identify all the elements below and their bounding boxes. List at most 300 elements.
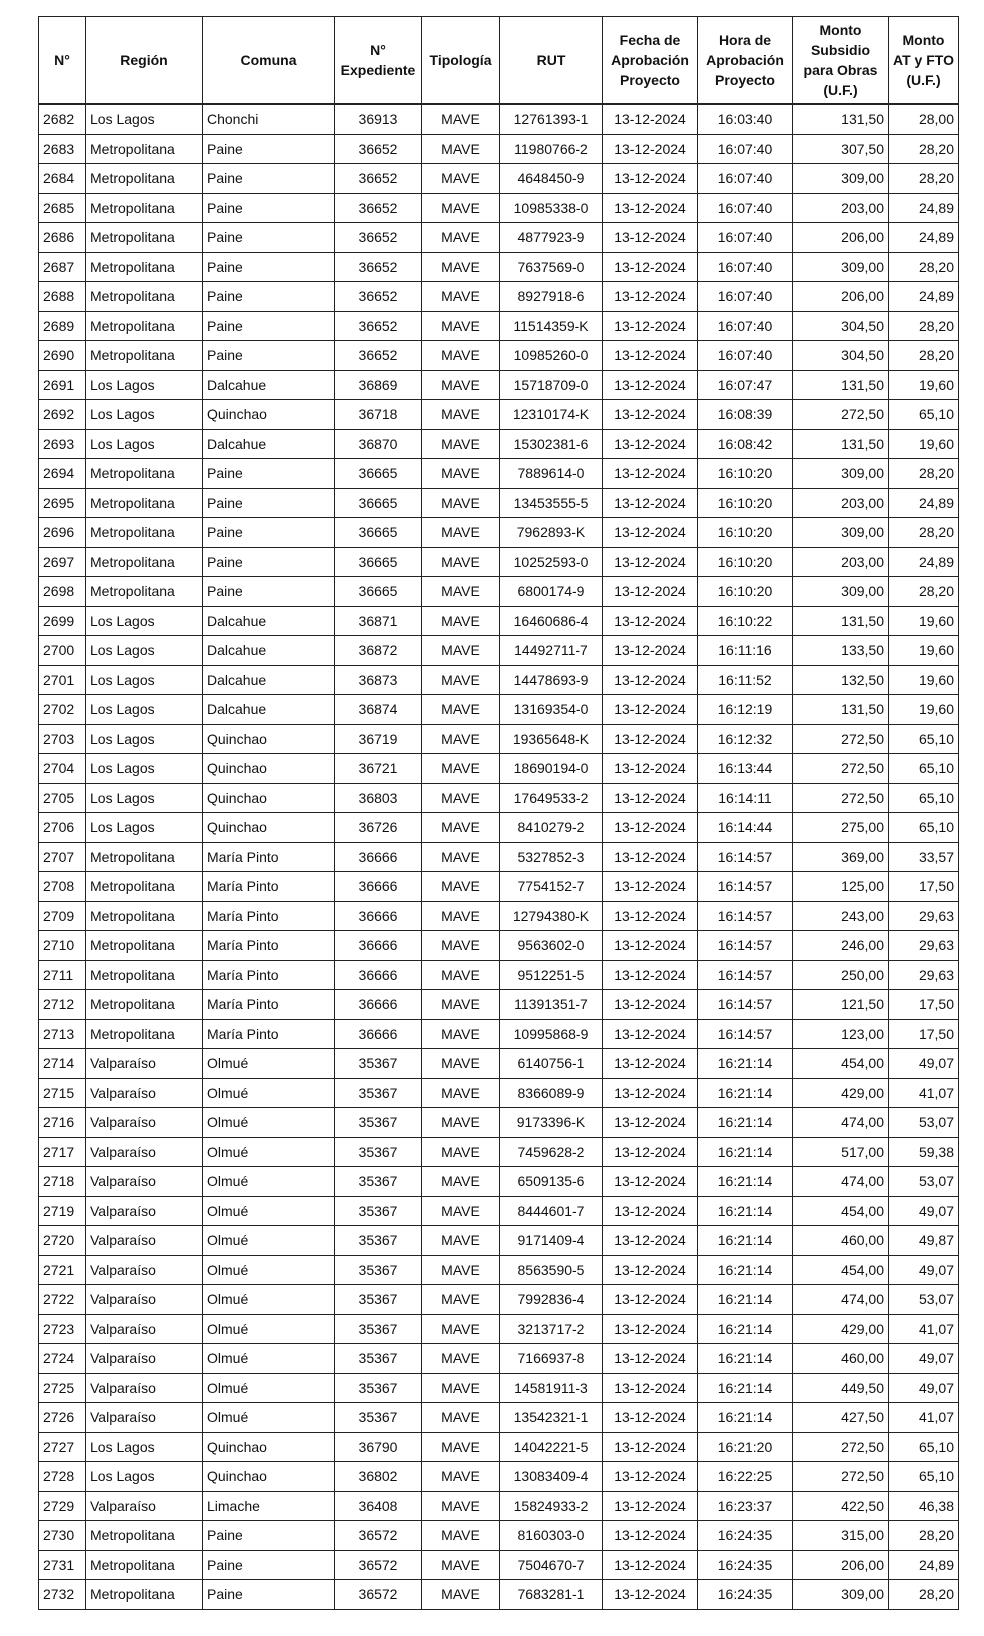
cell-comuna: Limache: [203, 1491, 335, 1521]
cell-region: Metropolitana: [86, 931, 203, 961]
cell-expediente: 36652: [335, 223, 422, 253]
cell-hora: 16:07:47: [698, 370, 793, 400]
cell-monto-obras: 309,00: [793, 518, 889, 548]
header-col-monto-at: Monto AT y FTO (U.F.): [889, 17, 959, 105]
cell-rut: 4877923-9: [500, 223, 603, 253]
cell-monto-obras: 309,00: [793, 252, 889, 282]
cell-monto-at: 49,07: [889, 1373, 959, 1403]
cell-region: Los Lagos: [86, 104, 203, 134]
cell-hora: 16:21:14: [698, 1403, 793, 1433]
cell-expediente: 35367: [335, 1403, 422, 1433]
cell-comuna: Dalcahue: [203, 370, 335, 400]
cell-monto-at: 28,20: [889, 577, 959, 607]
cell-number: 2721: [39, 1255, 86, 1285]
cell-region: Valparaíso: [86, 1137, 203, 1167]
cell-tipologia: MAVE: [422, 1373, 500, 1403]
cell-number: 2697: [39, 547, 86, 577]
cell-tipologia: MAVE: [422, 1255, 500, 1285]
cell-comuna: Olmué: [203, 1344, 335, 1374]
cell-rut: 3213717-2: [500, 1314, 603, 1344]
header-col-tipologia: Tipología: [422, 17, 500, 105]
cell-monto-obras: 243,00: [793, 901, 889, 931]
cell-expediente: 36872: [335, 636, 422, 666]
cell-rut: 7992836-4: [500, 1285, 603, 1315]
cell-expediente: 36874: [335, 695, 422, 725]
table-row: [39, 724, 959, 754]
cell-rut: 7637569-0: [500, 252, 603, 282]
table-row: [39, 1432, 959, 1462]
cell-fecha: 13-12-2024: [603, 695, 698, 725]
cell-rut: 15302381-6: [500, 429, 603, 459]
cell-tipologia: MAVE: [422, 252, 500, 282]
cell-hora: 16:07:40: [698, 164, 793, 194]
cell-hora: 16:21:14: [698, 1285, 793, 1315]
table-row: [39, 223, 959, 253]
cell-tipologia: MAVE: [422, 104, 500, 134]
cell-rut: 9173396-K: [500, 1108, 603, 1138]
cell-hora: 16:21:14: [698, 1226, 793, 1256]
cell-tipologia: MAVE: [422, 665, 500, 695]
header-col-rut: RUT: [500, 17, 603, 105]
cell-number: 2713: [39, 1019, 86, 1049]
cell-monto-obras: 422,50: [793, 1491, 889, 1521]
table-row: [39, 311, 959, 341]
cell-number: 2720: [39, 1226, 86, 1256]
cell-fecha: 13-12-2024: [603, 164, 698, 194]
cell-hora: 16:24:35: [698, 1550, 793, 1580]
cell-expediente: 36665: [335, 547, 422, 577]
cell-number: 2725: [39, 1373, 86, 1403]
header-col-number: N°: [39, 17, 86, 105]
cell-region: Valparaíso: [86, 1226, 203, 1256]
cell-region: Valparaíso: [86, 1403, 203, 1433]
table-row: [39, 518, 959, 548]
cell-monto-obras: 454,00: [793, 1196, 889, 1226]
cell-comuna: Chonchi: [203, 104, 335, 134]
cell-region: Valparaíso: [86, 1108, 203, 1138]
cell-region: Los Lagos: [86, 400, 203, 430]
cell-rut: 7459628-2: [500, 1137, 603, 1167]
cell-monto-at: 24,89: [889, 193, 959, 223]
cell-monto-obras: 309,00: [793, 164, 889, 194]
cell-rut: 10995868-9: [500, 1019, 603, 1049]
cell-fecha: 13-12-2024: [603, 606, 698, 636]
cell-monto-at: 19,60: [889, 665, 959, 695]
cell-monto-at: 29,63: [889, 931, 959, 961]
cell-fecha: 13-12-2024: [603, 1521, 698, 1551]
cell-monto-obras: 454,00: [793, 1255, 889, 1285]
cell-fecha: 13-12-2024: [603, 636, 698, 666]
cell-rut: 11391351-7: [500, 990, 603, 1020]
cell-rut: 7754152-7: [500, 872, 603, 902]
table-row: [39, 1580, 959, 1610]
cell-expediente: 36803: [335, 783, 422, 813]
cell-monto-obras: 272,50: [793, 1432, 889, 1462]
cell-fecha: 13-12-2024: [603, 1226, 698, 1256]
cell-monto-obras: 460,00: [793, 1226, 889, 1256]
cell-monto-obras: 369,00: [793, 842, 889, 872]
cell-hora: 16:21:14: [698, 1255, 793, 1285]
cell-tipologia: MAVE: [422, 1403, 500, 1433]
cell-monto-at: 19,60: [889, 606, 959, 636]
cell-comuna: Paine: [203, 223, 335, 253]
cell-region: Metropolitana: [86, 252, 203, 282]
cell-region: Metropolitana: [86, 547, 203, 577]
table-row: [39, 1019, 959, 1049]
cell-expediente: 36790: [335, 1432, 422, 1462]
cell-comuna: Paine: [203, 1550, 335, 1580]
cell-number: 2715: [39, 1078, 86, 1108]
cell-monto-obras: 131,50: [793, 429, 889, 459]
cell-comuna: Olmué: [203, 1196, 335, 1226]
cell-expediente: 36408: [335, 1491, 422, 1521]
cell-rut: 13083409-4: [500, 1462, 603, 1492]
cell-tipologia: MAVE: [422, 990, 500, 1020]
cell-hora: 16:07:40: [698, 341, 793, 371]
cell-hora: 16:21:14: [698, 1373, 793, 1403]
cell-monto-obras: 304,50: [793, 311, 889, 341]
cell-expediente: 36726: [335, 813, 422, 843]
cell-expediente: 36721: [335, 754, 422, 784]
cell-monto-obras: 272,50: [793, 1462, 889, 1492]
table-row: [39, 1137, 959, 1167]
cell-tipologia: MAVE: [422, 1019, 500, 1049]
table-row: [39, 370, 959, 400]
cell-hora: 16:07:40: [698, 311, 793, 341]
cell-number: 2694: [39, 459, 86, 489]
cell-region: Metropolitana: [86, 282, 203, 312]
cell-region: Metropolitana: [86, 1580, 203, 1610]
cell-tipologia: MAVE: [422, 429, 500, 459]
cell-monto-obras: 517,00: [793, 1137, 889, 1167]
cell-monto-at: 28,20: [889, 1521, 959, 1551]
cell-monto-at: 28,20: [889, 459, 959, 489]
cell-hora: 16:10:20: [698, 488, 793, 518]
cell-monto-at: 29,63: [889, 960, 959, 990]
cell-tipologia: MAVE: [422, 164, 500, 194]
cell-monto-obras: 131,50: [793, 370, 889, 400]
cell-fecha: 13-12-2024: [603, 1019, 698, 1049]
cell-monto-at: 24,89: [889, 1550, 959, 1580]
cell-comuna: Paine: [203, 252, 335, 282]
cell-monto-at: 28,20: [889, 164, 959, 194]
table-row: [39, 1373, 959, 1403]
cell-monto-at: 49,87: [889, 1226, 959, 1256]
table-row: [39, 931, 959, 961]
cell-expediente: 35367: [335, 1108, 422, 1138]
cell-number: 2684: [39, 164, 86, 194]
cell-comuna: Dalcahue: [203, 665, 335, 695]
cell-monto-obras: 309,00: [793, 1580, 889, 1610]
cell-comuna: Quinchao: [203, 1462, 335, 1492]
cell-monto-obras: 309,00: [793, 577, 889, 607]
table-body: [39, 104, 959, 1609]
table-row: [39, 901, 959, 931]
cell-rut: 8366089-9: [500, 1078, 603, 1108]
cell-comuna: Olmué: [203, 1373, 335, 1403]
cell-comuna: Olmué: [203, 1403, 335, 1433]
cell-tipologia: MAVE: [422, 193, 500, 223]
cell-rut: 7504670-7: [500, 1550, 603, 1580]
cell-monto-at: 19,60: [889, 370, 959, 400]
cell-comuna: María Pinto: [203, 931, 335, 961]
cell-tipologia: MAVE: [422, 1580, 500, 1610]
cell-comuna: Olmué: [203, 1285, 335, 1315]
cell-tipologia: MAVE: [422, 1049, 500, 1079]
cell-hora: 16:14:57: [698, 872, 793, 902]
cell-expediente: 35367: [335, 1285, 422, 1315]
cell-tipologia: MAVE: [422, 754, 500, 784]
table-row: [39, 134, 959, 164]
cell-region: Los Lagos: [86, 1432, 203, 1462]
cell-fecha: 13-12-2024: [603, 872, 698, 902]
cell-monto-at: 53,07: [889, 1108, 959, 1138]
cell-comuna: Paine: [203, 488, 335, 518]
table-row: [39, 459, 959, 489]
cell-monto-obras: 429,00: [793, 1078, 889, 1108]
cell-hora: 16:07:40: [698, 252, 793, 282]
cell-number: 2708: [39, 872, 86, 902]
cell-hora: 16:10:20: [698, 577, 793, 607]
table-row: [39, 1285, 959, 1315]
cell-expediente: 36666: [335, 990, 422, 1020]
cell-rut: 13169354-0: [500, 695, 603, 725]
cell-comuna: María Pinto: [203, 901, 335, 931]
cell-rut: 12794380-K: [500, 901, 603, 931]
cell-tipologia: MAVE: [422, 960, 500, 990]
cell-region: Metropolitana: [86, 223, 203, 253]
cell-monto-obras: 131,50: [793, 606, 889, 636]
cell-rut: 14042221-5: [500, 1432, 603, 1462]
cell-fecha: 13-12-2024: [603, 193, 698, 223]
cell-comuna: Paine: [203, 282, 335, 312]
cell-monto-at: 41,07: [889, 1078, 959, 1108]
cell-tipologia: MAVE: [422, 1432, 500, 1462]
cell-expediente: 36666: [335, 872, 422, 902]
table-row: [39, 1521, 959, 1551]
cell-number: 2683: [39, 134, 86, 164]
cell-fecha: 13-12-2024: [603, 370, 698, 400]
table-row: [39, 636, 959, 666]
cell-monto-at: 65,10: [889, 400, 959, 430]
cell-expediente: 36665: [335, 459, 422, 489]
cell-fecha: 13-12-2024: [603, 518, 698, 548]
cell-hora: 16:21:14: [698, 1344, 793, 1374]
cell-number: 2685: [39, 193, 86, 223]
cell-rut: 15824933-2: [500, 1491, 603, 1521]
cell-number: 2731: [39, 1550, 86, 1580]
cell-comuna: Paine: [203, 547, 335, 577]
table-header: [39, 17, 959, 105]
cell-expediente: 36666: [335, 960, 422, 990]
cell-rut: 17649533-2: [500, 783, 603, 813]
cell-expediente: 36666: [335, 901, 422, 931]
cell-rut: 7889614-0: [500, 459, 603, 489]
cell-expediente: 36913: [335, 104, 422, 134]
table-row: [39, 577, 959, 607]
table-row: [39, 1403, 959, 1433]
table-row: [39, 872, 959, 902]
cell-monto-obras: 132,50: [793, 665, 889, 695]
cell-monto-at: 33,57: [889, 842, 959, 872]
cell-tipologia: MAVE: [422, 547, 500, 577]
cell-fecha: 13-12-2024: [603, 1049, 698, 1079]
cell-monto-at: 28,20: [889, 134, 959, 164]
cell-rut: 8927918-6: [500, 282, 603, 312]
cell-fecha: 13-12-2024: [603, 311, 698, 341]
cell-rut: 19365648-K: [500, 724, 603, 754]
cell-rut: 7962893-K: [500, 518, 603, 548]
cell-hora: 16:14:11: [698, 783, 793, 813]
cell-monto-at: 49,07: [889, 1049, 959, 1079]
cell-comuna: Paine: [203, 311, 335, 341]
table-row: [39, 754, 959, 784]
cell-number: 2709: [39, 901, 86, 931]
cell-monto-obras: 429,00: [793, 1314, 889, 1344]
cell-tipologia: MAVE: [422, 901, 500, 931]
cell-number: 2714: [39, 1049, 86, 1079]
cell-expediente: 36718: [335, 400, 422, 430]
cell-fecha: 13-12-2024: [603, 665, 698, 695]
cell-expediente: 36873: [335, 665, 422, 695]
cell-hora: 16:21:14: [698, 1167, 793, 1197]
cell-hora: 16:21:14: [698, 1314, 793, 1344]
cell-comuna: María Pinto: [203, 990, 335, 1020]
cell-hora: 16:24:35: [698, 1580, 793, 1610]
cell-region: Valparaíso: [86, 1255, 203, 1285]
cell-monto-at: 28,20: [889, 311, 959, 341]
cell-monto-at: 59,38: [889, 1137, 959, 1167]
cell-monto-at: 24,89: [889, 282, 959, 312]
table-row: [39, 193, 959, 223]
cell-fecha: 13-12-2024: [603, 1550, 698, 1580]
cell-tipologia: MAVE: [422, 1196, 500, 1226]
cell-tipologia: MAVE: [422, 1108, 500, 1138]
cell-monto-at: 28,20: [889, 518, 959, 548]
cell-number: 2706: [39, 813, 86, 843]
cell-expediente: 35367: [335, 1167, 422, 1197]
cell-hora: 16:14:44: [698, 813, 793, 843]
cell-expediente: 36871: [335, 606, 422, 636]
cell-monto-obras: 272,50: [793, 724, 889, 754]
cell-monto-obras: 454,00: [793, 1049, 889, 1079]
cell-monto-at: 65,10: [889, 1462, 959, 1492]
cell-rut: 5327852-3: [500, 842, 603, 872]
cell-monto-obras: 131,50: [793, 695, 889, 725]
cell-expediente: 36652: [335, 282, 422, 312]
cell-monto-obras: 427,50: [793, 1403, 889, 1433]
cell-hora: 16:03:40: [698, 104, 793, 134]
cell-tipologia: MAVE: [422, 1078, 500, 1108]
cell-expediente: 36652: [335, 252, 422, 282]
cell-hora: 16:07:40: [698, 282, 793, 312]
cell-monto-obras: 474,00: [793, 1167, 889, 1197]
cell-expediente: 36572: [335, 1580, 422, 1610]
cell-hora: 16:11:52: [698, 665, 793, 695]
table-row: [39, 1314, 959, 1344]
cell-tipologia: MAVE: [422, 724, 500, 754]
cell-expediente: 36652: [335, 341, 422, 371]
cell-fecha: 13-12-2024: [603, 901, 698, 931]
cell-fecha: 13-12-2024: [603, 1078, 698, 1108]
table-row: [39, 400, 959, 430]
cell-rut: 9171409-4: [500, 1226, 603, 1256]
cell-number: 2718: [39, 1167, 86, 1197]
cell-rut: 14581911-3: [500, 1373, 603, 1403]
cell-tipologia: MAVE: [422, 282, 500, 312]
cell-tipologia: MAVE: [422, 872, 500, 902]
cell-monto-at: 49,07: [889, 1196, 959, 1226]
cell-tipologia: MAVE: [422, 1491, 500, 1521]
table-row: [39, 695, 959, 725]
cell-fecha: 13-12-2024: [603, 724, 698, 754]
cell-rut: 10985338-0: [500, 193, 603, 223]
cell-region: Valparaíso: [86, 1167, 203, 1197]
cell-expediente: 35367: [335, 1049, 422, 1079]
cell-number: 2728: [39, 1462, 86, 1492]
cell-comuna: María Pinto: [203, 872, 335, 902]
cell-rut: 8410279-2: [500, 813, 603, 843]
cell-rut: 14492711-7: [500, 636, 603, 666]
cell-monto-at: 19,60: [889, 695, 959, 725]
cell-region: Los Lagos: [86, 783, 203, 813]
cell-monto-obras: 203,00: [793, 193, 889, 223]
cell-monto-at: 46,38: [889, 1491, 959, 1521]
cell-region: Metropolitana: [86, 872, 203, 902]
cell-tipologia: MAVE: [422, 1226, 500, 1256]
cell-hora: 16:21:14: [698, 1196, 793, 1226]
cell-number: 2727: [39, 1432, 86, 1462]
cell-monto-at: 28,20: [889, 1580, 959, 1610]
cell-region: Valparaíso: [86, 1314, 203, 1344]
cell-rut: 14478693-9: [500, 665, 603, 695]
cell-number: 2700: [39, 636, 86, 666]
cell-monto-obras: 203,00: [793, 547, 889, 577]
cell-monto-at: 49,07: [889, 1344, 959, 1374]
cell-monto-at: 17,50: [889, 1019, 959, 1049]
cell-number: 2699: [39, 606, 86, 636]
cell-comuna: Paine: [203, 1521, 335, 1551]
cell-monto-at: 41,07: [889, 1314, 959, 1344]
table-row: [39, 164, 959, 194]
cell-rut: 9512251-5: [500, 960, 603, 990]
cell-fecha: 13-12-2024: [603, 577, 698, 607]
cell-comuna: Olmué: [203, 1078, 335, 1108]
cell-monto-obras: 309,00: [793, 459, 889, 489]
cell-expediente: 36652: [335, 311, 422, 341]
cell-number: 2695: [39, 488, 86, 518]
cell-monto-obras: 123,00: [793, 1019, 889, 1049]
cell-region: Los Lagos: [86, 1462, 203, 1492]
cell-tipologia: MAVE: [422, 1344, 500, 1374]
cell-hora: 16:21:14: [698, 1137, 793, 1167]
cell-number: 2693: [39, 429, 86, 459]
cell-hora: 16:08:39: [698, 400, 793, 430]
cell-comuna: Quinchao: [203, 754, 335, 784]
cell-rut: 11514359-K: [500, 311, 603, 341]
header-col-expediente: N° Expediente: [335, 17, 422, 105]
cell-monto-obras: 474,00: [793, 1285, 889, 1315]
cell-rut: 12310174-K: [500, 400, 603, 430]
cell-number: 2716: [39, 1108, 86, 1138]
cell-monto-at: 65,10: [889, 754, 959, 784]
cell-tipologia: MAVE: [422, 1550, 500, 1580]
cell-rut: 6140756-1: [500, 1049, 603, 1079]
cell-expediente: 36572: [335, 1521, 422, 1551]
cell-monto-at: 49,07: [889, 1255, 959, 1285]
cell-monto-obras: 315,00: [793, 1521, 889, 1551]
cell-expediente: 36666: [335, 1019, 422, 1049]
